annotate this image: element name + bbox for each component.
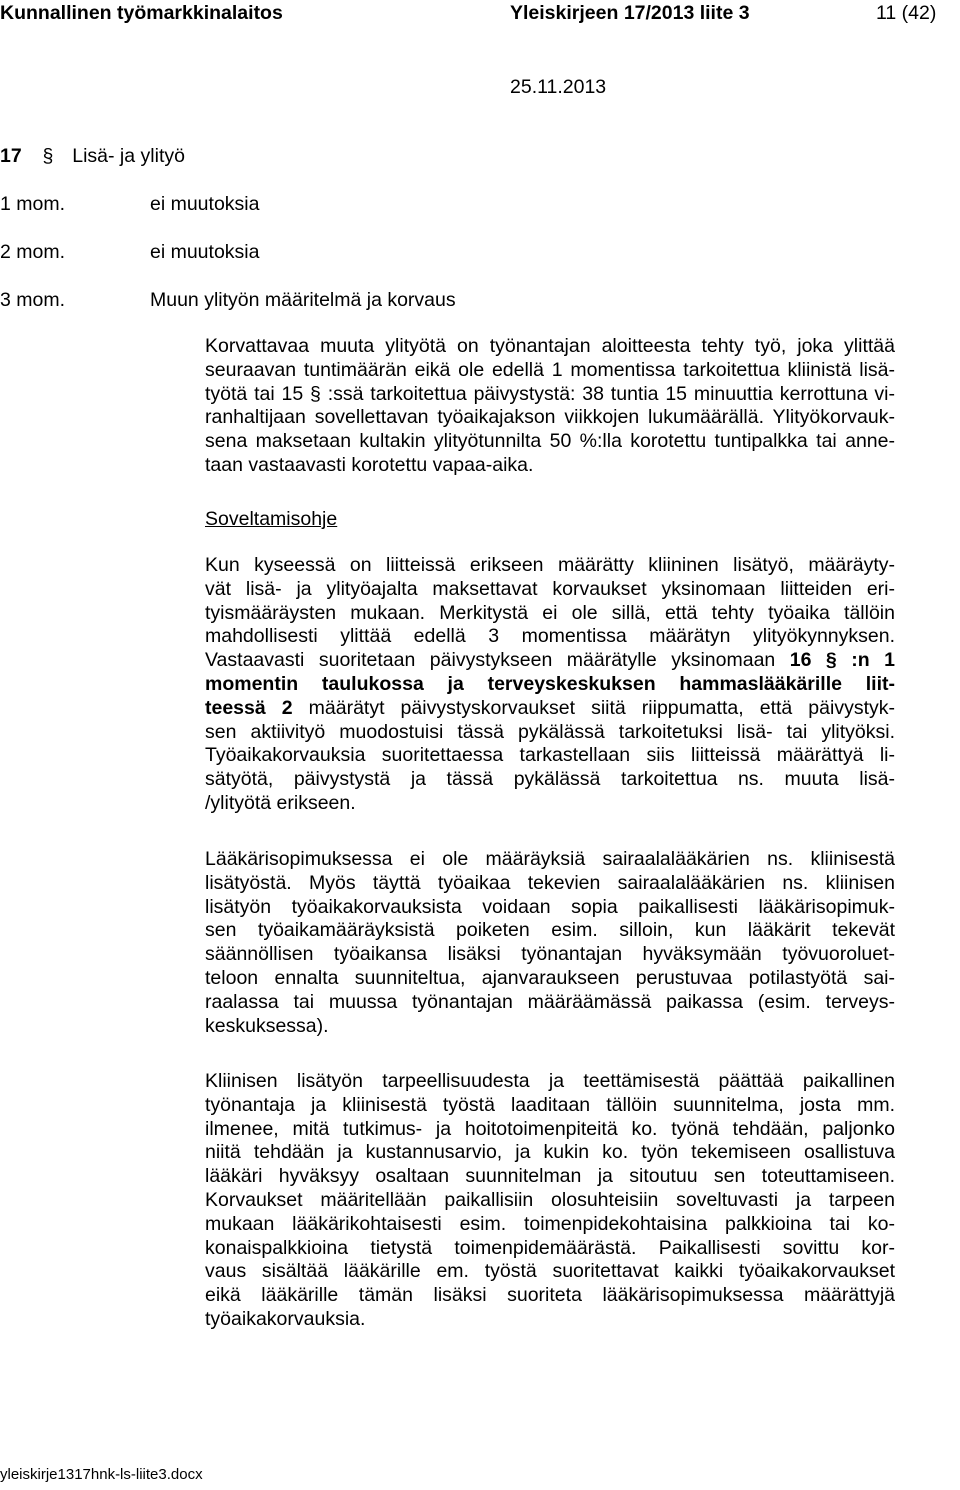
text-line: lisätyöstä. Myös täyttä työaikaa tekevien sairaalalääkärien ns. kliinisen [205,871,895,894]
section-title: Lisä- ja ylityö [72,145,185,167]
paragraph-local-employer [205,1070,895,1332]
moment-3-text: Muun ylityön määritelmä ja korvaus [150,289,456,311]
guidance-heading: Soveltamisohje [205,508,338,530]
text-line: sena maksetaan kultakin ylityötunnilta 50 %:lla korotettu tuntipalkka tai anne- [205,430,895,453]
text-line: /ylityötä erikseen. [205,791,356,814]
section-heading [0,145,185,168]
header-page-number: 11 (42) [876,2,937,24]
bold-segment: 16 § :n 1 [789,649,895,672]
text-line: sen aktiivityö muodostuisi tässä pykälässä tarkoitetuksi lisä- tai ylityöksi. [205,720,895,743]
text-line: Korvaukset määritellään paikallisiin olosuhteisiin soveltuvasti ja tarpeen [205,1188,895,1211]
moment-1-text: ei muutoksia [150,193,260,215]
moment-1-label: 1 mom. [0,193,66,215]
text-line: Työaikakorvauksia suoritettaessa tarkastellaan siis liitteissä määrättyä li- [205,744,895,767]
text-line: sen työaikamääräyksistä poiketen esim. silloin, kun lääkärit tekevät [205,919,895,942]
text-segment: Vastaavasti suoritetaan päivystykseen määrätylle yksinomaan [205,649,790,672]
bold-segment: teessä 2 [205,696,293,719]
text-line [205,673,895,697]
text-line: keskuksessa). [205,1014,329,1037]
moment-2-text: ei muutoksia [150,241,260,263]
text-line: vät lisä- ja ylityöajalta maksettavat korvaukset yksinomaan liitteiden eri- [205,577,895,600]
paragraph-overtime-definition [205,335,895,478]
text-line: raalassa tai muussa työnantajan määräämässä paikassa (esim. terveys- [205,990,895,1013]
section-symbol: § [42,145,54,167]
text-line-mixed [205,697,895,721]
text-line: työtä tai 15 § :ssä tarkoitettua päivystystä: 38 tuntia 15 minuuttia kerrottuna vi- [205,382,895,405]
section-number: 17 [0,145,22,167]
text-line: tyismääräysten mukaan. Merkitystä ei ole sillä, että tehty työaika tällöin [205,601,895,624]
text-line: sätyötä, päivystystä ja tässä pykälässä tarkoitettua ns. muuta lisä- [205,768,895,791]
text-line-mixed [205,649,895,673]
bold-segment: momentin taulukossa ja terveyskeskuksen hammaslääkärille liit- [205,672,895,695]
text-line: lääkäri hyväksyy osaltaan suunnitelman ja sitoutuu sen toteuttamiseen. [205,1165,895,1188]
text-line: Kliinisen lisätyön tarpeellisuudesta ja teettämisestä päättää paikallinen [205,1070,895,1092]
text-line: vaus sisältää lääkärille em. työstä suoritettavat kaikki työaikakorvaukset [205,1260,895,1283]
paragraph-clinical-extra-work [205,848,895,1038]
text-line: työaikakorvauksia. [205,1307,366,1330]
text-line: Kun kyseessä on liitteissä erikseen määrätty kliininen lisätyö, määräyty- [205,554,895,576]
header-date: 25.11.2013 [510,76,607,98]
text-line: eikä lääkärille tämän lisäksi suoriteta lääkärisopimuksessa määrättyjä [205,1284,895,1307]
text-line: konaispalkkioina tietystä toimenpidemäärästä. Paikallisesti sovittu kor- [205,1236,895,1259]
text-line: lisätyön työaikakorvauksista voidaan sopia paikallisesti lääkärisopimuk- [205,895,895,918]
footer-filename: yleiskirje1317hnk-ls-liite3.docx [0,1466,203,1483]
text-line: teloon ennalta suunniteltua, ajanvaraukseen perustuvaa potilastyötä sai- [205,966,895,989]
paragraph-guidance [205,554,895,816]
text-line: taan vastaavasti korotettu vapaa-aika. [205,453,534,476]
text-line: mukaan lääkärikohtaisesti esim. toimenpidekohtaisina palkkioina tai ko- [205,1212,895,1235]
text-line: ilmenee, mitä tutkimus- ja hoitotoimenpiteitä ko. työnä tehdään, paljonko [205,1117,895,1140]
text-line: mahdollisesti ylittää edellä 3 momentissa määrätyn ylityökynnyksen. [205,625,895,648]
text-line: seuraavan tuntimäärän eikä ole edellä 1 momentissa tarkoitettua kliinistä lisä- [205,358,895,381]
moment-3-label: 3 mom. [0,289,66,311]
text-line: Lääkärisopimuksessa ei ole määräyksiä sairaalalääkärien ns. kliinisestä [205,848,895,870]
text-line: Korvattavaa muuta ylityötä on työnantajan aloitteesta tehty työ, joka ylittää [205,335,895,357]
header-organization: Kunnallinen työmarkkinalaitos [0,2,283,24]
text-line: työnantaja ja kliinisestä työstä laaditaan tällöin suunnitelma, josta mm. [205,1093,895,1116]
text-line: niitä tehdään ja kustannusarvio, ja kukin ko. työn tekemiseen osallistuva [205,1141,895,1164]
text-line: ranhaltijaan sovellettavan työaikajakson viikkojen lukumäärällä. Ylityökorvauk- [205,406,895,429]
header-circular: Yleiskirjeen 17/2013 liite 3 [510,2,750,24]
text-line: säännöllisen työaikansa lisäksi työnantajan hyväksymään työvuoroluet- [205,943,895,966]
text-segment: määrätyt päivystyskorvaukset siitä riippumatta, että päivystyk- [292,696,895,719]
moment-2-label: 2 mom. [0,241,66,263]
